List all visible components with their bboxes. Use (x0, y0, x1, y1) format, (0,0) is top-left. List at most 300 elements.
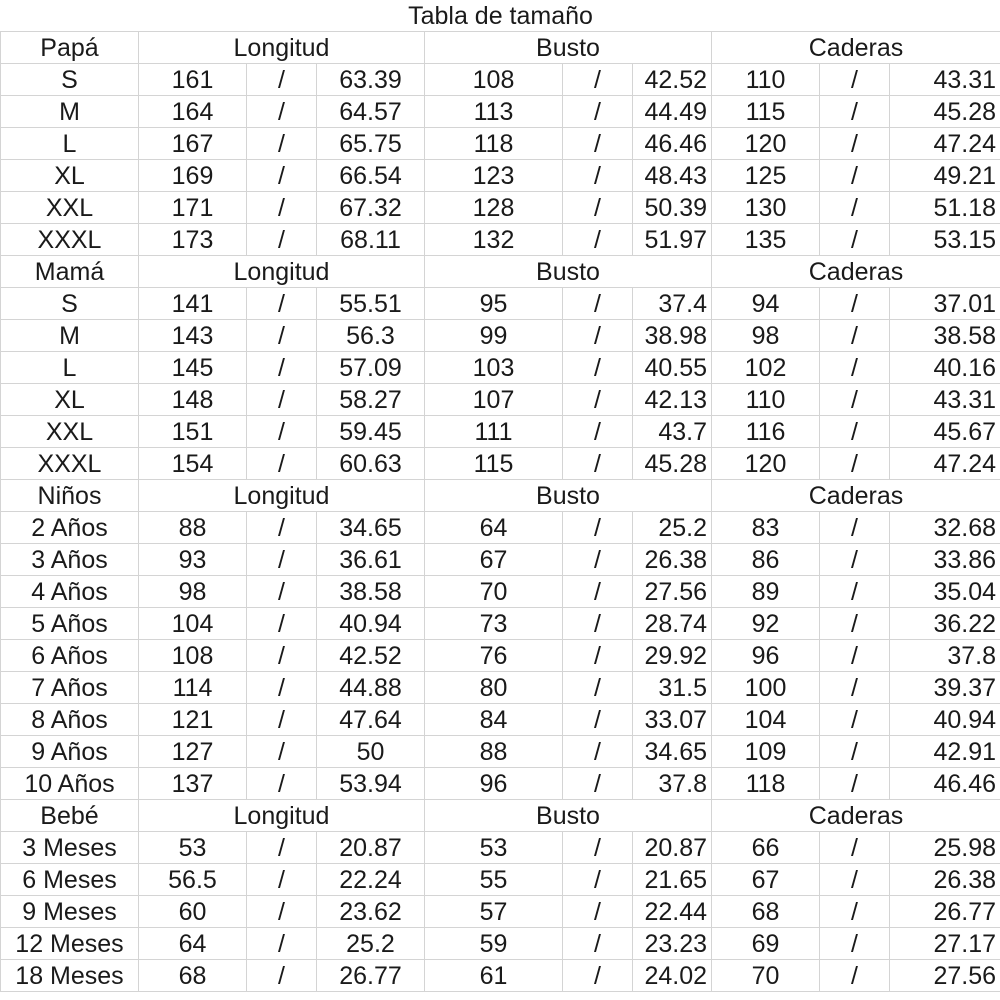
separator: / (247, 576, 317, 608)
separator: / (247, 768, 317, 800)
header-busto: Busto (425, 480, 712, 512)
bust-in: 45.28 (633, 448, 712, 480)
bust-cm: 95 (425, 288, 563, 320)
separator: / (820, 608, 890, 640)
hip-in: 27.56 (890, 960, 1000, 992)
section-header-row (1, 480, 1000, 512)
separator: / (820, 576, 890, 608)
table-row (1, 512, 1000, 544)
length-in: 63.39 (317, 64, 425, 96)
hip-cm: 68 (712, 896, 820, 928)
bust-cm: 111 (425, 416, 563, 448)
length-in: 50 (317, 736, 425, 768)
separator: / (820, 864, 890, 896)
length-in: 66.54 (317, 160, 425, 192)
separator: / (247, 288, 317, 320)
header-caderas: Caderas (712, 256, 1000, 288)
header-caderas: Caderas (712, 480, 1000, 512)
length-cm: 167 (139, 128, 247, 160)
separator: / (247, 96, 317, 128)
separator: / (820, 640, 890, 672)
hip-cm: 130 (712, 192, 820, 224)
length-cm: 161 (139, 64, 247, 96)
table-row (1, 704, 1000, 736)
hip-cm: 104 (712, 704, 820, 736)
separator: / (820, 128, 890, 160)
size-label: 18 Meses (1, 960, 139, 992)
separator: / (247, 928, 317, 960)
bust-in: 40.55 (633, 352, 712, 384)
size-label: 6 Meses (1, 864, 139, 896)
bust-cm: 103 (425, 352, 563, 384)
separator: / (563, 224, 633, 256)
separator: / (247, 128, 317, 160)
hip-in: 43.31 (890, 384, 1000, 416)
separator: / (563, 608, 633, 640)
hip-in: 27.17 (890, 928, 1000, 960)
header-busto: Busto (425, 256, 712, 288)
bust-in: 50.39 (633, 192, 712, 224)
bust-cm: 59 (425, 928, 563, 960)
hip-in: 45.28 (890, 96, 1000, 128)
bust-in: 25.2 (633, 512, 712, 544)
separator: / (820, 192, 890, 224)
separator: / (563, 416, 633, 448)
length-cm: 56.5 (139, 864, 247, 896)
separator: / (820, 352, 890, 384)
size-label: 3 Años (1, 544, 139, 576)
hip-cm: 83 (712, 512, 820, 544)
table-row (1, 640, 1000, 672)
length-cm: 137 (139, 768, 247, 800)
separator: / (820, 512, 890, 544)
section-header-row (1, 256, 1000, 288)
separator: / (820, 960, 890, 992)
size-label: XL (1, 160, 139, 192)
size-label: S (1, 288, 139, 320)
bust-cm: 123 (425, 160, 563, 192)
hip-in: 47.24 (890, 128, 1000, 160)
hip-cm: 70 (712, 960, 820, 992)
bust-cm: 107 (425, 384, 563, 416)
hip-in: 51.18 (890, 192, 1000, 224)
section-name: Mamá (1, 256, 139, 288)
bust-cm: 115 (425, 448, 563, 480)
length-cm: 127 (139, 736, 247, 768)
separator: / (247, 384, 317, 416)
header-caderas: Caderas (712, 32, 1000, 64)
bust-in: 24.02 (633, 960, 712, 992)
size-label: XXL (1, 192, 139, 224)
length-in: 25.2 (317, 928, 425, 960)
hip-in: 37.8 (890, 640, 1000, 672)
bust-in: 51.97 (633, 224, 712, 256)
separator: / (563, 768, 633, 800)
hip-cm: 67 (712, 864, 820, 896)
separator: / (247, 672, 317, 704)
bust-in: 31.5 (633, 672, 712, 704)
separator: / (247, 896, 317, 928)
size-label: XXXL (1, 448, 139, 480)
separator: / (563, 192, 633, 224)
header-longitud: Longitud (139, 32, 425, 64)
separator: / (563, 832, 633, 864)
length-in: 38.58 (317, 576, 425, 608)
separator: / (820, 544, 890, 576)
size-label: M (1, 320, 139, 352)
size-label: 12 Meses (1, 928, 139, 960)
separator: / (247, 960, 317, 992)
separator: / (563, 544, 633, 576)
length-cm: 164 (139, 96, 247, 128)
length-in: 68.11 (317, 224, 425, 256)
hip-in: 53.15 (890, 224, 1000, 256)
header-longitud: Longitud (139, 480, 425, 512)
separator: / (563, 736, 633, 768)
bust-in: 28.74 (633, 608, 712, 640)
bust-cm: 80 (425, 672, 563, 704)
table-row (1, 288, 1000, 320)
length-in: 65.75 (317, 128, 425, 160)
separator: / (820, 736, 890, 768)
bust-in: 37.8 (633, 768, 712, 800)
separator: / (247, 864, 317, 896)
separator: / (247, 160, 317, 192)
bust-cm: 53 (425, 832, 563, 864)
header-longitud: Longitud (139, 256, 425, 288)
length-cm: 93 (139, 544, 247, 576)
hip-cm: 109 (712, 736, 820, 768)
length-in: 36.61 (317, 544, 425, 576)
bust-cm: 132 (425, 224, 563, 256)
separator: / (563, 960, 633, 992)
hip-cm: 102 (712, 352, 820, 384)
hip-cm: 120 (712, 128, 820, 160)
separator: / (563, 64, 633, 96)
header-longitud: Longitud (139, 800, 425, 832)
separator: / (563, 352, 633, 384)
length-cm: 143 (139, 320, 247, 352)
size-label: 6 Años (1, 640, 139, 672)
separator: / (247, 512, 317, 544)
separator: / (563, 512, 633, 544)
separator: / (563, 640, 633, 672)
table-row (1, 160, 1000, 192)
separator: / (247, 320, 317, 352)
table-row (1, 768, 1000, 800)
separator: / (563, 704, 633, 736)
hip-in: 26.38 (890, 864, 1000, 896)
separator: / (563, 128, 633, 160)
separator: / (820, 64, 890, 96)
length-cm: 88 (139, 512, 247, 544)
bust-in: 43.7 (633, 416, 712, 448)
bust-cm: 55 (425, 864, 563, 896)
length-in: 26.77 (317, 960, 425, 992)
length-in: 53.94 (317, 768, 425, 800)
hip-in: 43.31 (890, 64, 1000, 96)
separator: / (820, 160, 890, 192)
length-cm: 173 (139, 224, 247, 256)
hip-cm: 69 (712, 928, 820, 960)
length-in: 22.24 (317, 864, 425, 896)
bust-cm: 70 (425, 576, 563, 608)
length-in: 40.94 (317, 608, 425, 640)
bust-cm: 73 (425, 608, 563, 640)
length-cm: 121 (139, 704, 247, 736)
separator: / (247, 704, 317, 736)
bust-in: 37.4 (633, 288, 712, 320)
length-in: 58.27 (317, 384, 425, 416)
length-cm: 169 (139, 160, 247, 192)
separator: / (563, 288, 633, 320)
length-cm: 64 (139, 928, 247, 960)
separator: / (820, 832, 890, 864)
bust-in: 27.56 (633, 576, 712, 608)
separator: / (247, 448, 317, 480)
table-row (1, 320, 1000, 352)
separator: / (247, 640, 317, 672)
header-busto: Busto (425, 800, 712, 832)
separator: / (247, 832, 317, 864)
bust-cm: 128 (425, 192, 563, 224)
size-label: XXL (1, 416, 139, 448)
length-in: 20.87 (317, 832, 425, 864)
separator: / (820, 416, 890, 448)
section-header-row (1, 800, 1000, 832)
separator: / (247, 416, 317, 448)
table-row (1, 832, 1000, 864)
table-row (1, 192, 1000, 224)
bust-cm: 118 (425, 128, 563, 160)
bust-cm: 64 (425, 512, 563, 544)
size-label: L (1, 128, 139, 160)
size-label: 2 Años (1, 512, 139, 544)
separator: / (247, 736, 317, 768)
hip-in: 39.37 (890, 672, 1000, 704)
length-cm: 60 (139, 896, 247, 928)
hip-in: 49.21 (890, 160, 1000, 192)
bust-cm: 88 (425, 736, 563, 768)
separator: / (563, 448, 633, 480)
length-cm: 145 (139, 352, 247, 384)
section-name: Niños (1, 480, 139, 512)
separator: / (563, 672, 633, 704)
length-cm: 68 (139, 960, 247, 992)
table-row (1, 864, 1000, 896)
hip-in: 26.77 (890, 896, 1000, 928)
section-name: Bebé (1, 800, 139, 832)
length-cm: 104 (139, 608, 247, 640)
table-row (1, 448, 1000, 480)
bust-cm: 84 (425, 704, 563, 736)
length-in: 60.63 (317, 448, 425, 480)
separator: / (563, 160, 633, 192)
hip-cm: 115 (712, 96, 820, 128)
bust-in: 42.52 (633, 64, 712, 96)
length-cm: 114 (139, 672, 247, 704)
bust-cm: 57 (425, 896, 563, 928)
hip-in: 47.24 (890, 448, 1000, 480)
separator: / (247, 192, 317, 224)
size-table-body (1, 0, 1000, 992)
hip-in: 33.86 (890, 544, 1000, 576)
size-label: 9 Años (1, 736, 139, 768)
bust-in: 29.92 (633, 640, 712, 672)
table-row (1, 960, 1000, 992)
header-busto: Busto (425, 32, 712, 64)
size-label: 9 Meses (1, 896, 139, 928)
hip-cm: 92 (712, 608, 820, 640)
length-cm: 148 (139, 384, 247, 416)
bust-in: 44.49 (633, 96, 712, 128)
table-row (1, 576, 1000, 608)
separator: / (563, 864, 633, 896)
length-in: 34.65 (317, 512, 425, 544)
hip-in: 42.91 (890, 736, 1000, 768)
size-label: XXXL (1, 224, 139, 256)
table-row (1, 64, 1000, 96)
table-row (1, 416, 1000, 448)
separator: / (820, 704, 890, 736)
length-cm: 171 (139, 192, 247, 224)
hip-cm: 120 (712, 448, 820, 480)
separator: / (820, 672, 890, 704)
separator: / (563, 96, 633, 128)
section-header-row (1, 32, 1000, 64)
length-in: 57.09 (317, 352, 425, 384)
hip-cm: 66 (712, 832, 820, 864)
size-label: 10 Años (1, 768, 139, 800)
length-cm: 151 (139, 416, 247, 448)
size-label: 8 Años (1, 704, 139, 736)
separator: / (820, 288, 890, 320)
hip-in: 40.16 (890, 352, 1000, 384)
length-in: 42.52 (317, 640, 425, 672)
bust-in: 21.65 (633, 864, 712, 896)
size-label: M (1, 96, 139, 128)
table-row (1, 928, 1000, 960)
hip-cm: 100 (712, 672, 820, 704)
separator: / (820, 96, 890, 128)
separator: / (247, 544, 317, 576)
hip-cm: 110 (712, 384, 820, 416)
table-row (1, 128, 1000, 160)
length-in: 55.51 (317, 288, 425, 320)
table-row (1, 352, 1000, 384)
size-label: 3 Meses (1, 832, 139, 864)
hip-in: 45.67 (890, 416, 1000, 448)
table-title: Tabla de tamaño (1, 0, 1000, 32)
table-row (1, 608, 1000, 640)
hip-in: 37.01 (890, 288, 1000, 320)
separator: / (563, 576, 633, 608)
length-cm: 98 (139, 576, 247, 608)
separator: / (563, 384, 633, 416)
bust-in: 22.44 (633, 896, 712, 928)
length-cm: 108 (139, 640, 247, 672)
table-row (1, 896, 1000, 928)
bust-cm: 96 (425, 768, 563, 800)
bust-in: 48.43 (633, 160, 712, 192)
separator: / (563, 320, 633, 352)
title-row (1, 0, 1000, 32)
separator: / (247, 64, 317, 96)
size-label: XL (1, 384, 139, 416)
hip-cm: 110 (712, 64, 820, 96)
table-row (1, 736, 1000, 768)
separator: / (563, 928, 633, 960)
length-in: 59.45 (317, 416, 425, 448)
length-in: 56.3 (317, 320, 425, 352)
table-row (1, 384, 1000, 416)
separator: / (247, 608, 317, 640)
separator: / (247, 352, 317, 384)
length-cm: 154 (139, 448, 247, 480)
bust-in: 26.38 (633, 544, 712, 576)
hip-cm: 135 (712, 224, 820, 256)
header-caderas: Caderas (712, 800, 1000, 832)
separator: / (820, 320, 890, 352)
hip-cm: 86 (712, 544, 820, 576)
separator: / (820, 896, 890, 928)
length-in: 47.64 (317, 704, 425, 736)
hip-cm: 125 (712, 160, 820, 192)
separator: / (820, 928, 890, 960)
table-row (1, 224, 1000, 256)
hip-cm: 98 (712, 320, 820, 352)
separator: / (563, 896, 633, 928)
separator: / (820, 224, 890, 256)
hip-cm: 94 (712, 288, 820, 320)
bust-in: 34.65 (633, 736, 712, 768)
section-name: Papá (1, 32, 139, 64)
length-cm: 53 (139, 832, 247, 864)
separator: / (820, 448, 890, 480)
length-in: 23.62 (317, 896, 425, 928)
hip-cm: 118 (712, 768, 820, 800)
table-row (1, 672, 1000, 704)
bust-in: 33.07 (633, 704, 712, 736)
separator: / (820, 768, 890, 800)
bust-in: 42.13 (633, 384, 712, 416)
hip-cm: 89 (712, 576, 820, 608)
length-in: 67.32 (317, 192, 425, 224)
bust-cm: 67 (425, 544, 563, 576)
hip-in: 46.46 (890, 768, 1000, 800)
size-label: 4 Años (1, 576, 139, 608)
hip-in: 32.68 (890, 512, 1000, 544)
bust-in: 46.46 (633, 128, 712, 160)
bust-cm: 61 (425, 960, 563, 992)
hip-cm: 96 (712, 640, 820, 672)
hip-in: 38.58 (890, 320, 1000, 352)
separator: / (247, 224, 317, 256)
length-in: 44.88 (317, 672, 425, 704)
hip-cm: 116 (712, 416, 820, 448)
bust-cm: 108 (425, 64, 563, 96)
size-label: 5 Años (1, 608, 139, 640)
size-label: L (1, 352, 139, 384)
size-label: 7 Años (1, 672, 139, 704)
bust-in: 23.23 (633, 928, 712, 960)
bust-cm: 113 (425, 96, 563, 128)
hip-in: 40.94 (890, 704, 1000, 736)
bust-in: 20.87 (633, 832, 712, 864)
bust-cm: 76 (425, 640, 563, 672)
bust-cm: 99 (425, 320, 563, 352)
hip-in: 25.98 (890, 832, 1000, 864)
